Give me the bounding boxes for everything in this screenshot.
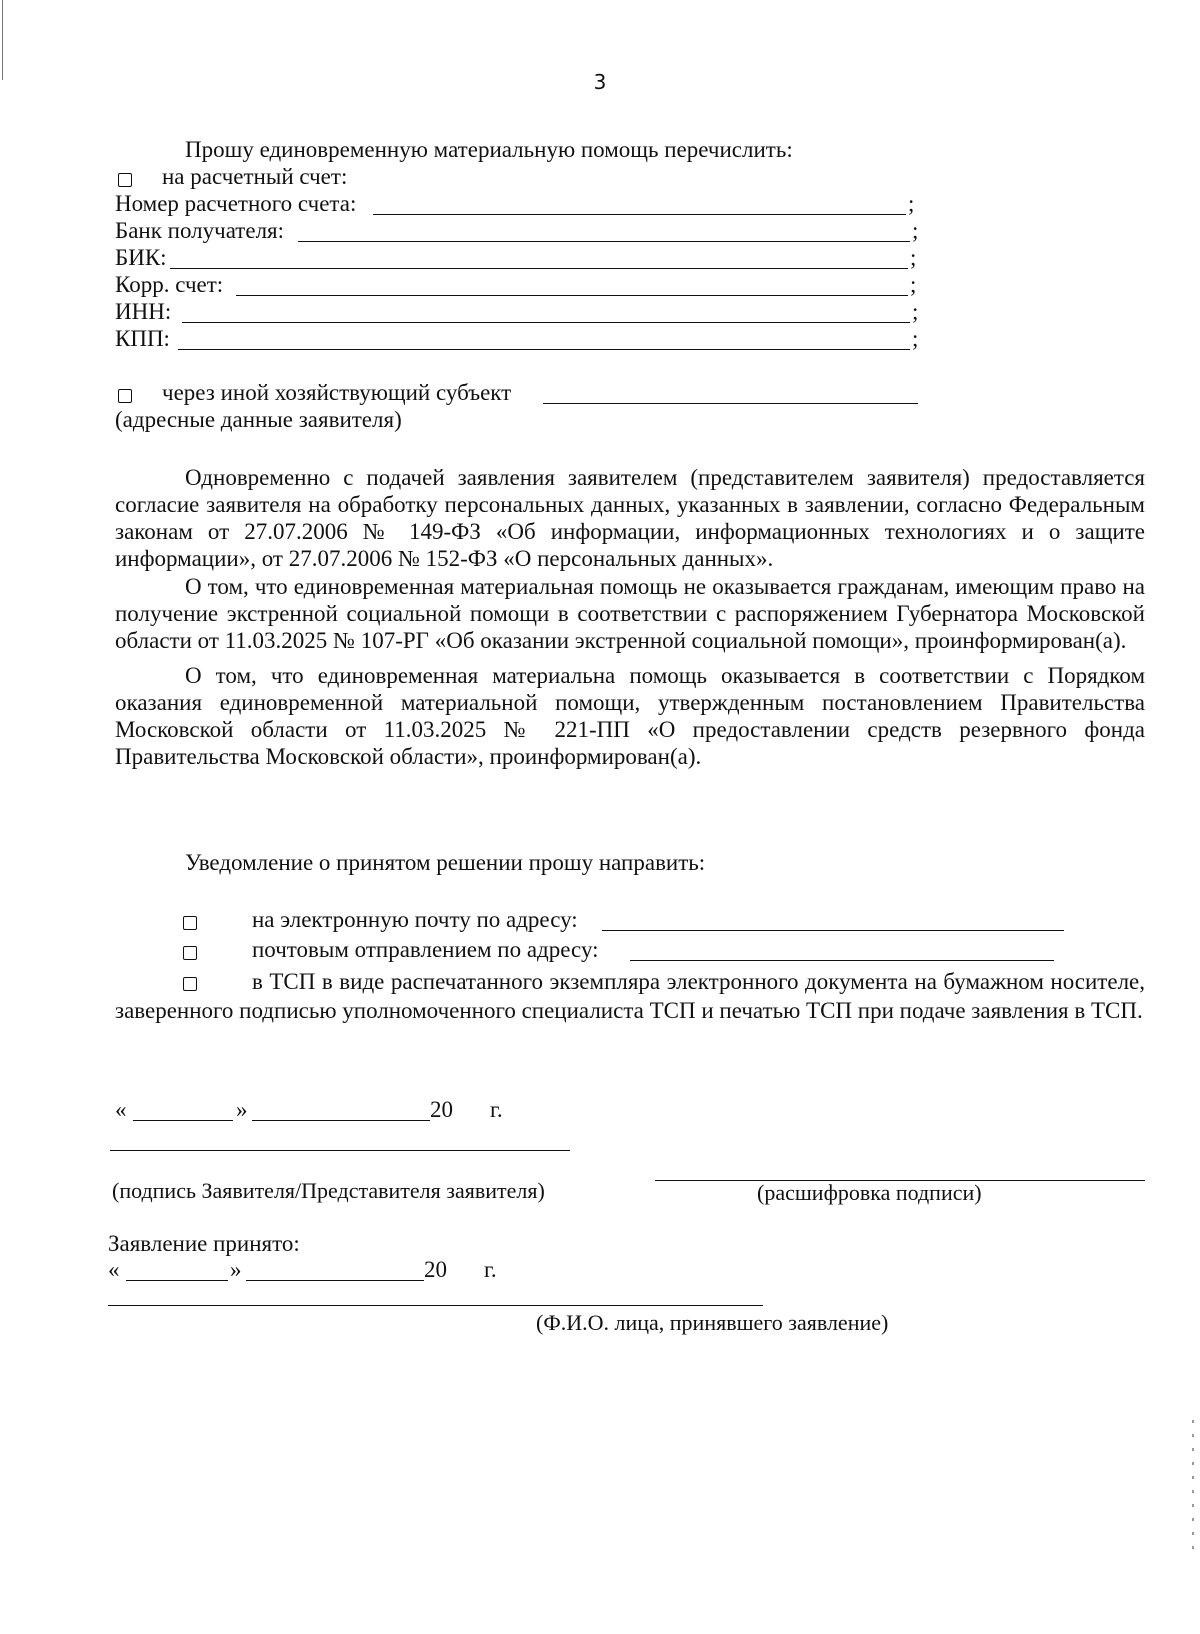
signature-caption-applicant: (подпись Заявителя/Представителя заявителя) xyxy=(112,1178,545,1203)
field-line-other-entity[interactable] xyxy=(543,403,918,404)
transfer-intro: Прошу единовременную материальную помощь перечислить: xyxy=(185,137,793,162)
option-account-label: на расчетный счет: xyxy=(162,164,348,189)
paragraph-consent: Одновременно с подачей заявления заявителем (представителем заявителя) предоставляется согласие заявителя на обработку персональных данных, указанных в заявлении, согласно Федеральным законам от 27.07.2006 № 149-ФЗ «Об информации, информационных технологиях и о защите информации», от 27.07.2006 № 152-ФЗ «О персональных данных». xyxy=(115,465,1145,571)
date-year-suffix: г. xyxy=(490,1097,503,1122)
field-line-bik[interactable] xyxy=(170,268,908,269)
field-line-post[interactable] xyxy=(630,960,1054,961)
notify-intro: Уведомление о принятом решении прошу направить: xyxy=(185,850,706,875)
date-month-line[interactable] xyxy=(252,1120,430,1121)
field-label-kpp: КПП: xyxy=(115,326,170,351)
signature-caption-decoding: (расшифровка подписи) xyxy=(757,1180,982,1205)
page-number: 3 xyxy=(593,70,607,94)
date-open-quote: « xyxy=(115,1097,127,1122)
scan-artifact xyxy=(1192,1420,1194,1560)
field-line-corr-account[interactable] xyxy=(236,295,908,296)
field-line-account-number[interactable] xyxy=(373,214,906,215)
field-label-bik: БИК: xyxy=(115,245,167,270)
notify-post-label: почтовым отправлением по адресу: xyxy=(252,937,599,962)
date2-day-line[interactable] xyxy=(126,1280,228,1281)
field-suffix: ; xyxy=(912,299,919,324)
notify-tsp-label: в ТСП в виде распечатанного экземпляра электронного документа на бумажном носителе, заверенного подписью уполномоченного специалиста ТСП и печатью ТСП при подаче заявления в ТСП. xyxy=(115,969,1145,1023)
body-paragraphs xyxy=(115,464,1145,770)
field-line-inn[interactable] xyxy=(182,322,910,323)
date2-year-suffix: г. xyxy=(484,1257,497,1282)
field-suffix: ; xyxy=(910,272,917,297)
notify-email-label: на электронную почту по адресу: xyxy=(252,907,578,932)
date2-month-line[interactable] xyxy=(246,1280,424,1281)
paragraph-procedure: О том, что единовременная материальна помощь оказывается в соответствии с Порядком оказания единовременной материальной помощи, утвержденным постановлением Правительства Московской области от 11.03.2025 № 221-ПП «О предоставлении средств резервного фонда Правительства Московской области», проинформирован(а). xyxy=(115,663,1145,769)
checkbox-account[interactable] xyxy=(118,173,132,187)
date-year-prefix: 20 xyxy=(430,1097,453,1122)
field-label-inn: ИНН: xyxy=(115,299,172,324)
checkbox-other-entity[interactable] xyxy=(118,389,132,403)
option-other-label: через иной хозяйствующий субъект xyxy=(162,380,512,405)
field-label-bank: Банк получателя: xyxy=(115,218,285,243)
other-entity-note: (адресные данные заявителя) xyxy=(115,407,402,432)
date2-open-quote: « xyxy=(108,1257,120,1282)
field-suffix: ; xyxy=(912,326,919,351)
signature-line-applicant[interactable] xyxy=(110,1150,570,1151)
checkbox-email[interactable] xyxy=(183,916,197,930)
field-suffix: ; xyxy=(910,245,917,270)
paragraph-emergency-help: О том, что единовременная материальная помощь не оказывается гражданам, имеющим право на получение экстренной социальной помощи в соответствии с распоряжением Губернатора Московской области от 11.03.2025 № 107-РГ «Об оказании экстренной социальной помощи», проинформирован(а). xyxy=(115,574,1145,653)
accepted-label: Заявление принято: xyxy=(108,1231,300,1256)
date2-close-quote: » xyxy=(230,1257,242,1282)
notify-tsp-block xyxy=(115,967,1145,1025)
fio-caption: (Ф.И.О. лица, принявшего заявление) xyxy=(536,1310,889,1335)
checkbox-post[interactable] xyxy=(183,946,197,960)
date-close-quote: » xyxy=(236,1097,248,1122)
date2-year-prefix: 20 xyxy=(424,1257,447,1282)
field-line-email[interactable] xyxy=(602,930,1064,931)
field-suffix: ; xyxy=(908,191,915,216)
date-day-line[interactable] xyxy=(133,1120,233,1121)
field-line-kpp[interactable] xyxy=(178,349,910,350)
field-line-bank[interactable] xyxy=(298,241,910,242)
field-label-corr-account: Корр. счет: xyxy=(115,272,224,297)
fio-line[interactable] xyxy=(108,1305,763,1306)
field-suffix: ; xyxy=(912,218,919,243)
field-label-account-number: Номер расчетного счета: xyxy=(115,191,357,216)
